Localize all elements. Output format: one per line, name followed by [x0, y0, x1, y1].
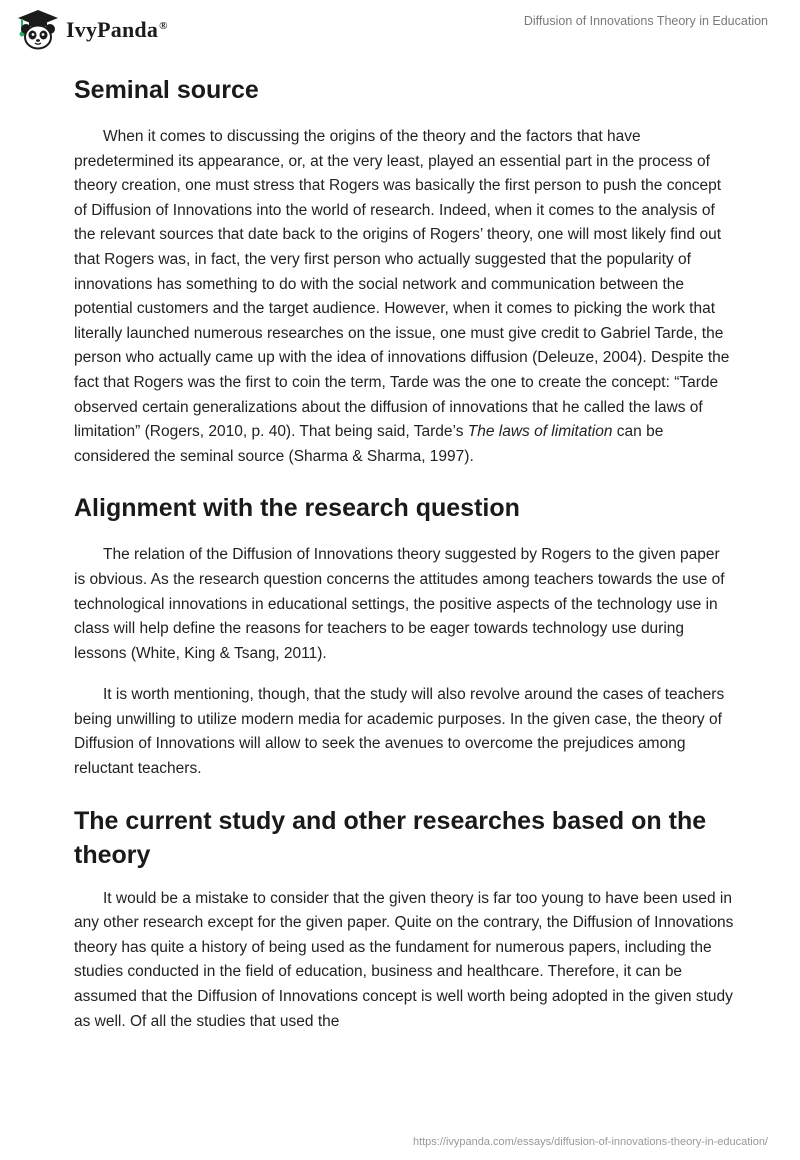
- paragraph-seminal-source: When it comes to discussing the origins of the theory and the factors that have predetermined its appearance, or, at the very least, played an essential part in the process of theory creation, one must stress that Rogers was basically the first person to push the concept of Diffusion of Innovations into the world of research. Indeed, when it comes to the analysis of the relevant sources that date back to the origins of Rogers’ theory, one will most likely find out that Rogers was, in fact, the very first person who actually suggested that the popularity of innovations has something to do with the social network and communication between the potential customers and the target audience. However, when it comes to picking the work that literally launched numerous researches on the issue, one must give credit to Gabriel Tarde, the person who actually came up with the idea of innovations diffusion (Deleuze, 2004). Despite the fact that Rogers was the first to coin the term, Tarde was the one to create the concept: “Tarde observed certain generalizations about the diffusion of innovations that he called the laws of limitation” (Rogers, 2010, p. 40). That being said, Tarde’s The laws of limitation can be considered the seminal source (Sharma & Sharma, 1997).: [74, 128, 730, 465]
- page-header: [0, 0, 800, 64]
- paragraph-alignment-1: The relation of the Diffusion of Innovations theory suggested by Rogers to the given paper is obvious. As the research question concerns the attitudes among teachers towards the use of technological innovations in educational settings, the positive aspects of the technology use in class will help define the reasons for teachers to be eager towards technology use during lessons (White, King & Tsang, 2011).: [74, 546, 725, 662]
- paragraph-current-study: It would be a mistake to consider that the given theory is far too young to have been used in any other research except for the given paper. Quite on the contrary, the Diffusion of Innovations theory has quite a history of being used as the fundament for numerous papers, including the studies conducted in the field of education, business and healthcare. Therefore, it can be assumed that the Diffusion of Innovations concept is well worth being adopted in the given study as well. Of all the studies that used the: [74, 889, 734, 1030]
- footer-url[interactable]: https://ivypanda.com/essays/diffusion-of-innovations-theory-in-education/: [412, 1136, 768, 1148]
- brand-name: IvyPanda®: [66, 17, 168, 42]
- document-title: Diffusion of Innovations Theory in Education: [523, 14, 768, 28]
- section-heading-seminal-source: Seminal source: [74, 76, 259, 104]
- section-heading-current-study: The current study and other researches based on the theory: [74, 806, 707, 869]
- panda-logo-icon: [14, 9, 62, 51]
- italic-book-title: The laws of limitation: [467, 423, 613, 441]
- essay-content: [74, 70, 734, 1034]
- paragraph-alignment-2: It is worth mentioning, though, that the study will also revolve around the cases of teachers being unwilling to utilize modern media for academic purposes. In the given case, the theory of Diffusion of Innovations will allow to seek the avenues to overcome the prejudices among reluctant teachers.: [74, 686, 725, 778]
- ivypanda-logo[interactable]: [14, 9, 168, 51]
- section-heading-alignment: Alignment with the research question: [74, 494, 520, 523]
